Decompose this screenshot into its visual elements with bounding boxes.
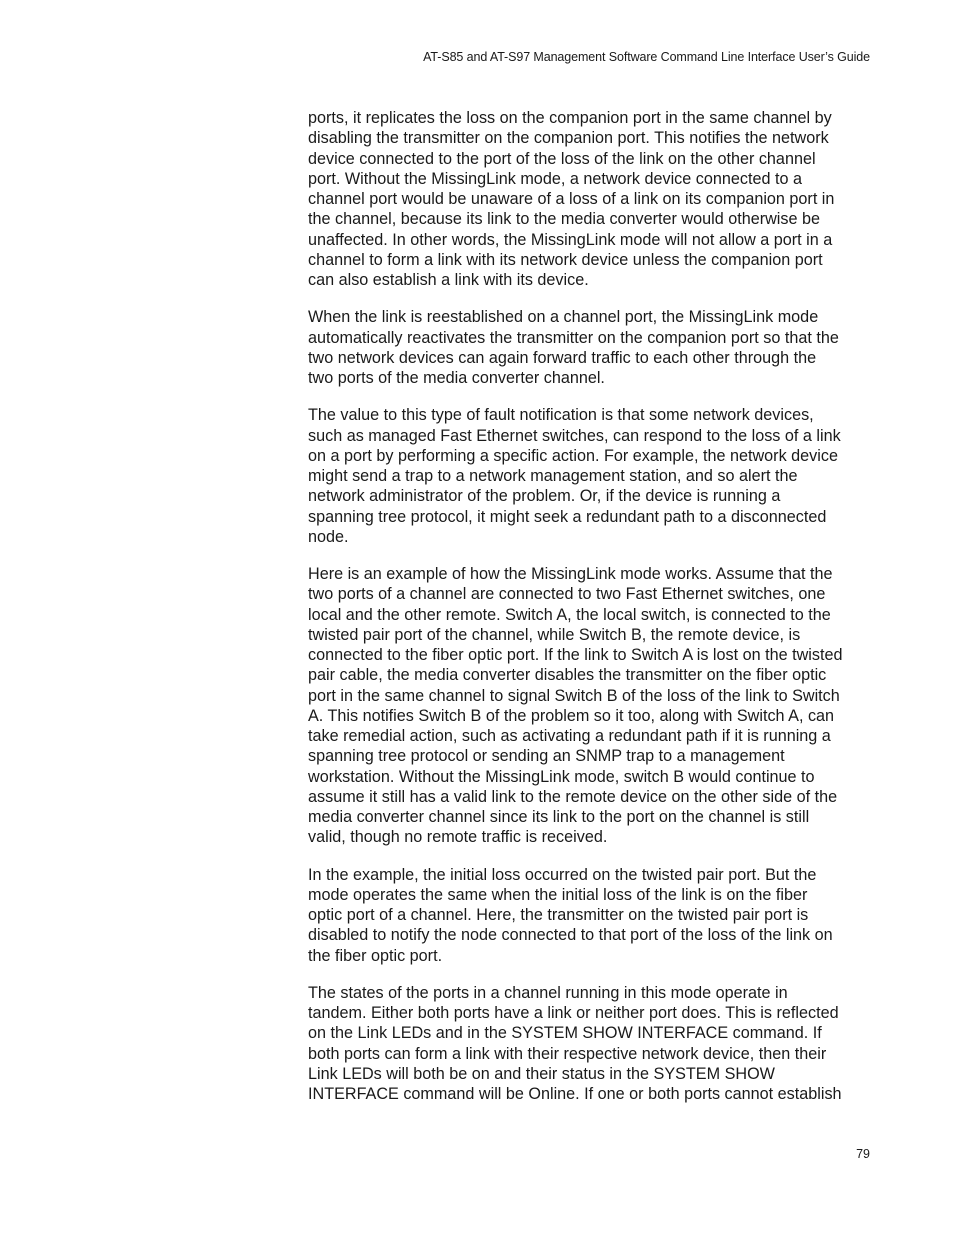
- running-header: AT-S85 and AT-S97 Management Software Command Line Interface User’s Guide: [423, 50, 870, 64]
- text-line: take remedial action, such as activating a redundant path if it is running a: [308, 727, 831, 745]
- text-line: local and the other remote. Switch A, the local switch, is connected to the: [308, 605, 831, 624]
- text-line: two network devices can again forward traffic to each other through the: [308, 348, 817, 367]
- text-line: channel to form a link with its network device unless the companion port: [308, 250, 823, 269]
- text-line: spanning tree protocol or sending an SNMP trap to a management: [308, 747, 785, 766]
- text-line: spanning tree protocol, it might seek a redundant path to a disconnected: [308, 507, 827, 526]
- text-line: automatically reactivates the transmitter on the companion port so that the: [308, 328, 839, 347]
- paragraph-1: [308, 108, 873, 290]
- paragraph-6: [308, 983, 873, 1105]
- text-line: The value to this type of fault notification is that some network devices,: [308, 406, 814, 425]
- text-line: connected to the fiber optic port. If the link to Switch A is lost on the twisted: [308, 646, 843, 664]
- text-line: channel port would be unaware of a loss of a link on its companion port in: [308, 190, 835, 208]
- text-line: might send a trap to a network management station, and so alert the: [308, 467, 798, 485]
- page-number: 79: [856, 1147, 870, 1161]
- text-line: on the Link LEDs and in the SYSTEM SHOW INTERFACE command. If: [308, 1024, 822, 1043]
- text-line: such as managed Fast Ethernet switches, can respond to the loss of a link: [308, 426, 841, 445]
- text-line: port in the same channel to signal Switch B of the loss of the link to Switch: [308, 686, 840, 705]
- text-line: port. Without the MissingLink mode, a network device connected to a: [308, 169, 802, 188]
- body-text: [308, 108, 873, 1121]
- text-line: on a port by performing a specific action. For example, the network device: [308, 446, 838, 465]
- text-line: When the link is reestablished on a channel port, the MissingLink mode: [308, 308, 819, 327]
- text-line: the fiber optic port.: [308, 946, 443, 965]
- text-line: optic port of a channel. Here, the transmitter on the twisted pair port is: [308, 906, 809, 924]
- text-line: pair cable, the media converter disables the transmitter on the fiber optic: [308, 666, 827, 685]
- text-line: INTERFACE command will be Online. If one or both ports cannot establish: [308, 1085, 842, 1103]
- text-line: workstation. Without the MissingLink mode, switch B would continue to: [308, 767, 815, 786]
- paragraph-5: [308, 865, 873, 966]
- text-line: two ports of a channel are connected to two Fast Ethernet switches, one: [308, 585, 826, 604]
- text-line: the channel, because its link to the media converter would otherwise be: [308, 210, 821, 229]
- text-line: two ports of the media converter channel.: [308, 369, 605, 387]
- text-line: The states of the ports in a channel running in this mode operate in: [308, 983, 788, 1002]
- text-line: ports, it replicates the loss on the companion port in the same channel by: [308, 109, 832, 127]
- text-line: In the example, the initial loss occurred on the twisted pair port. But the: [308, 865, 817, 884]
- text-line: Link LEDs will both be on and their status in the SYSTEM SHOW: [308, 1064, 775, 1083]
- paragraph-2: [308, 307, 873, 388]
- paragraph-3: [308, 405, 873, 547]
- text-line: disabling the transmitter on the companion port. This notifies the network: [308, 129, 829, 148]
- text-line: can also establish a link with its device.: [308, 271, 589, 289]
- text-line: assume it still has a valid link to the remote device on the other side of the: [308, 787, 838, 806]
- text-line: mode operates the same when the initial loss of the link is on the fiber: [308, 885, 808, 904]
- text-line: device connected to the port of the loss of the link on the other channel: [308, 149, 816, 168]
- text-line: valid, though no remote traffic is received.: [308, 828, 608, 847]
- text-line: node.: [308, 527, 349, 546]
- text-line: both ports can form a link with their respective network device, then their: [308, 1044, 827, 1063]
- paragraph-4: [308, 564, 873, 848]
- text-line: unaffected. In other words, the MissingLink mode will not allow a port in a: [308, 230, 833, 249]
- text-line: twisted pair port of the channel, while Switch B, the remote device, is: [308, 625, 801, 644]
- text-line: disabled to notify the node connected to that port of the loss of the link on: [308, 926, 833, 945]
- text-line: A. This notifies Switch B of the problem so it too, along with Switch A, can: [308, 706, 835, 725]
- text-line: media converter channel since its link to the port on the channel is still: [308, 808, 810, 826]
- text-line: Here is an example of how the MissingLink mode works. Assume that the: [308, 565, 833, 583]
- text-line: tandem. Either both ports have a link or neither port does. This is reflected: [308, 1004, 839, 1022]
- text-line: network administrator of the problem. Or, if the device is running a: [308, 487, 781, 506]
